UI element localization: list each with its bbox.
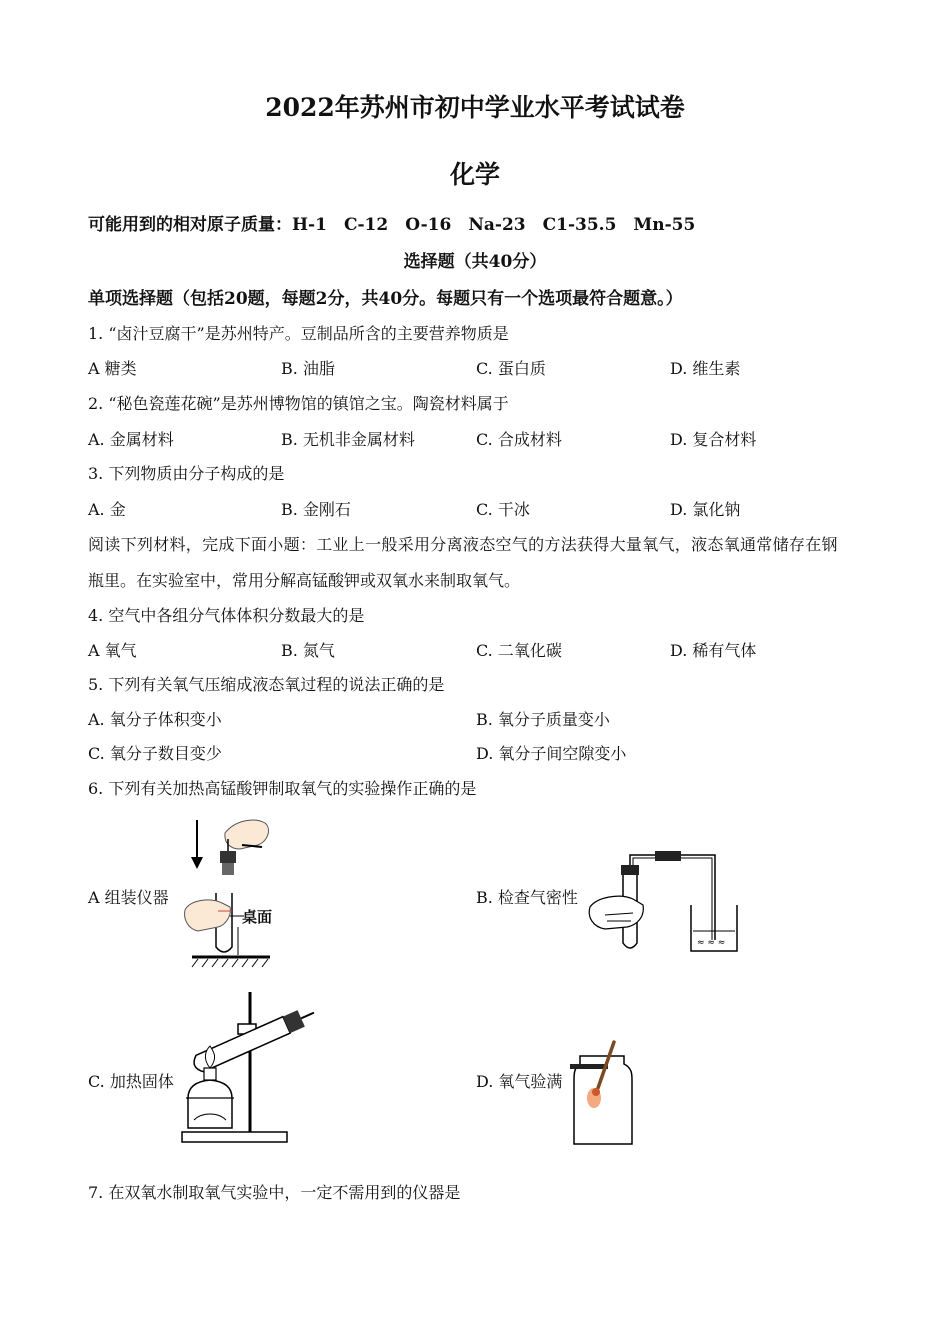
q3-option-c: C. 干冰 bbox=[476, 500, 530, 519]
question-6-stem: 6. 下列有关加热高锰酸钾制取氧气的实验操作正确的是 bbox=[88, 779, 477, 798]
q6-option-d: D. 氧气验满 bbox=[476, 1072, 563, 1091]
figure-assemble-apparatus bbox=[180, 815, 300, 970]
reading-line-1: 阅读下列材料，完成下面小题：工业上一般采用分离液态空气的方法获得大量氧气，液态氧通常储存在钢 bbox=[88, 535, 838, 554]
reading-line-2: 瓶里。在实验室中，常用分解高锰酸钾或双氧水来制取氧气。 bbox=[88, 571, 521, 590]
q2-option-b: B. 无机非金属材料 bbox=[281, 430, 415, 449]
section-title: 选择题（共40分） bbox=[403, 252, 547, 272]
question-7-stem: 7. 在双氧水制取氧气实验中，一定不需用到的仪器是 bbox=[88, 1183, 461, 1202]
figure-heat-solid bbox=[180, 990, 330, 1148]
q2-option-c: C. 合成材料 bbox=[476, 430, 562, 449]
q4-option-c: C. 二氧化碳 bbox=[476, 641, 562, 660]
q6-option-c: C. 加热固体 bbox=[88, 1072, 174, 1091]
question-2-stem: 2. “秘色瓷莲花碗”是苏州博物馆的镇馆之宝。陶瓷材料属于 bbox=[88, 394, 509, 413]
question-4-stem: 4. 空气中各组分气体体积分数最大的是 bbox=[88, 606, 365, 625]
q1-option-d: D. 维生素 bbox=[670, 359, 741, 378]
q2-option-d: D. 复合材料 bbox=[670, 430, 757, 449]
q5-option-b: B. 氧分子质量变小 bbox=[476, 710, 610, 729]
question-1-stem: 1. “卤汁豆腐干”是苏州特产。豆制品所含的主要营养物质是 bbox=[88, 324, 509, 343]
figure-a-desk-label: 桌面 bbox=[242, 908, 273, 926]
q5-option-d: D. 氧分子间空隙变小 bbox=[476, 744, 627, 763]
question-3-stem: 3. 下列物质由分子构成的是 bbox=[88, 464, 285, 483]
instructions: 单项选择题（包括20题，每题2分，共40分。每题只有一个选项最符合题意。） bbox=[88, 289, 683, 309]
q4-option-d: D. 稀有气体 bbox=[670, 641, 757, 660]
q1-option-a: A 糖类 bbox=[88, 359, 137, 378]
q5-option-c: C. 氧分子数目变少 bbox=[88, 744, 222, 763]
q4-option-b: B. 氮气 bbox=[281, 641, 335, 660]
q4-option-a: A 氧气 bbox=[88, 641, 137, 660]
svg-text:≈ ≈ ≈: ≈ ≈ ≈ bbox=[697, 938, 726, 948]
subject-title: 化学 bbox=[449, 160, 500, 189]
q3-option-b: B. 金刚石 bbox=[281, 500, 351, 519]
exam-title: 2022年苏州市初中学业水平考试试卷 bbox=[265, 93, 685, 122]
figure-check-airtightness bbox=[585, 845, 745, 957]
q3-option-d: D. 氯化钠 bbox=[670, 500, 741, 519]
q3-option-a: A. 金 bbox=[88, 500, 126, 519]
atomic-mass-line: 可能用到的相对原子质量：H-1 C-12 O-16 Na-23 C1-35.5 Mn-55 bbox=[88, 215, 696, 235]
q2-option-a: A. 金属材料 bbox=[88, 430, 174, 449]
q1-option-b: B. 油脂 bbox=[281, 359, 335, 378]
question-5-stem: 5. 下列有关氧气压缩成液态氧过程的说法正确的是 bbox=[88, 675, 445, 694]
q1-option-c: C. 蛋白质 bbox=[476, 359, 546, 378]
figure-oxygen-full-check bbox=[570, 1040, 635, 1148]
q6-option-a: A 组装仪器 bbox=[88, 888, 169, 907]
q6-option-b: B. 检查气密性 bbox=[476, 888, 578, 907]
q5-option-a: A. 氧分子体积变小 bbox=[88, 710, 222, 729]
